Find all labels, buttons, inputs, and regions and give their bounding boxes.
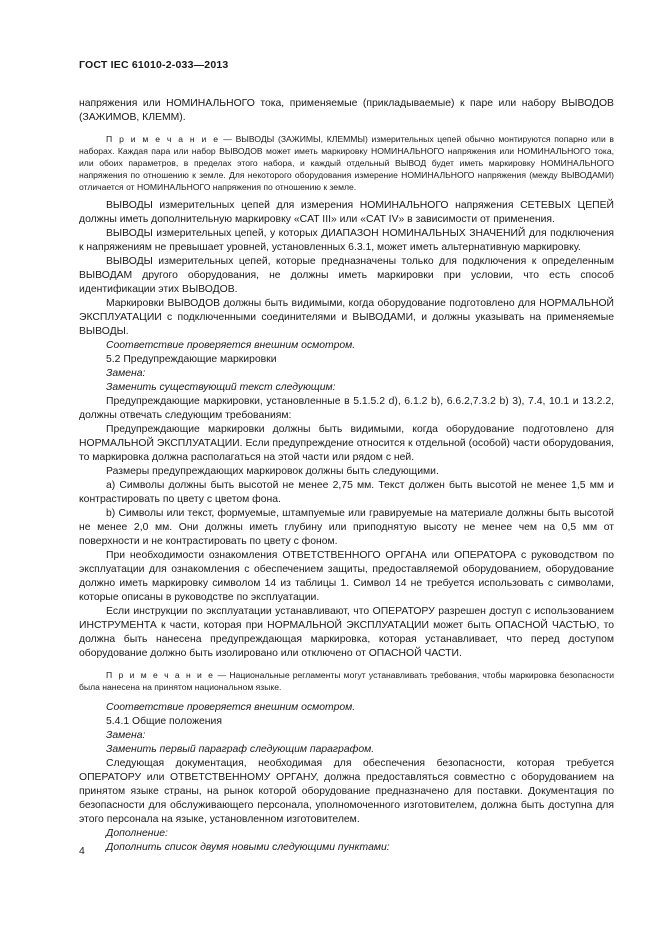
amendment-instruction: Заменить первый параграф следующим параграфом. <box>106 744 375 755</box>
note <box>79 133 614 193</box>
note-text: — ВЫВОДЫ (ЗАЖИМЫ, КЛЕММЫ) измерительных цепей обычно монтируются попарно или в наборах. Каждая пара или набор ВЫВОДОВ может иметь маркировку НОМИНАЛЬНОГО напряжения или НОМИНАЛЬНОГО тока, или обоих параметров, в пределах этого набора, и каждый отдельный ВЫВОД будет иметь маркировку НОМИНАЛЬНОГО напряжения по отношению к земле. Для некоторого оборудования измерение НОМИНАЛЬНОГО напряжения (между ВЫВОДАМИ) отличается от НОМИНАЛЬНОГО напряжения по отношению к земле. <box>79 134 614 192</box>
paragraph: Если инструкции по эксплуатации устанавливают, что ОПЕРАТОРУ разрешен доступ с использованием ИНСТРУМЕНТА к части, которая при НОРМАЛЬНОЙ ЭКСПЛУАТАЦИИ может быть ОПАСНОЙ ЧАСТЬЮ, то должна быть нанесена предупреждающая маркировка, которая устанавливает, что перед доступом оборудование должно быть изолировано или отключено от ОПАСНОЙ ЧАСТИ. <box>79 606 614 659</box>
amendment-label: Замена: <box>106 730 146 741</box>
page-number: 4 <box>79 846 85 857</box>
note-label: П р и м е ч а н и е <box>106 134 220 144</box>
paragraph: ВЫВОДЫ измерительных цепей, которые предназначены только для подключения к определенным ВЫВОДАМ другого оборудования, не должны иметь маркировки при условии, что есть способ идентификации этих ВЫВОДОВ. <box>79 256 614 295</box>
amendment-label: Дополнение: <box>106 828 168 839</box>
list-item: b) Символы или текст, формуемые, штампуемые или гравируемые на материале должны быть высотой не менее 2,0 мм. Они должны иметь глубину или приподнятую высоту не менее чем на 0,5 мм от поверхности и не контрастировать по цвету с фоном. <box>79 508 614 547</box>
paragraph: напряжения или НОМИНАЛЬНОГО тока, применяемые (прикладываемые) к паре или набору ВЫВОДОВ (ЗАЖИМОВ, КЛЕММ). <box>79 98 614 123</box>
amendment-label: Замена: <box>106 368 146 379</box>
list-item: a) Символы должны быть высотой не менее 2,75 мм. Текст должен быть высотой не менее 1,5 мм и контрастировать по цвету с цветом фона. <box>79 480 614 505</box>
document-header: ГОСТ IEC 61010-2-033—2013 <box>79 59 229 71</box>
note <box>79 669 614 693</box>
paragraph: Маркировки ВЫВОДОВ должны быть видимыми, когда оборудование подготовлено для НОРМАЛЬНОЙ ЭКСПЛУАТАЦИИ с подключенными соединителями и ВЫВОДАМИ, и должны указывать на применяемые ВЫВОДЫ. <box>79 298 614 337</box>
paragraph: При необходимости ознакомления ОТВЕТСТВЕННОГО ОРГАНА или ОПЕРАТОРА с руководством по эксплуатации для ознакомления с обеспечением защиты, предоставляемой оборудованием, оборудование должно иметь маркировку символом 14 из таблицы 1. Символ 14 не требуется использовать с символами, которые описаны в руководстве по эксплуатации. <box>79 550 614 603</box>
amendment-instruction: Заменить существующий текст следующим: <box>106 382 336 393</box>
section-heading: 5.2 Предупреждающие маркировки <box>106 354 277 365</box>
paragraph: ВЫВОДЫ измерительных цепей, у которых ДИАПАЗОН НОМИНАЛЬНЫХ ЗНАЧЕНИЙ для подключения к напряжениям не превышает уровней, установленных 6.3.1, может иметь альтернативную маркировку. <box>79 228 614 253</box>
note-text: — Национальные регламенты могут устанавливать требования, чтобы маркировка безопасности была нанесена на принятом национальном языке. <box>79 670 614 692</box>
amendment-instruction: Дополнить список двумя новыми следующими пунктами: <box>106 842 390 853</box>
paragraph: Размеры предупреждающих маркировок должны быть следующими. <box>106 466 439 477</box>
compliance-check: Соответствие проверяется внешним осмотром. <box>106 340 356 351</box>
note-label: П р и м е ч а н и е <box>106 670 215 680</box>
section-heading: 5.4.1 Общие положения <box>106 716 222 727</box>
compliance-check: Соответствие проверяется внешним осмотром. <box>106 702 356 713</box>
paragraph: Предупреждающие маркировки, установленные в 5.1.5.2 d), 6.1.2 b), 6.6.2,7.3.2 b) 3), 7.4, 10.1 и 13.2.2, должны отвечать следующим требованиям: <box>79 396 614 421</box>
document-body <box>79 97 614 855</box>
paragraph: Предупреждающие маркировки должны быть видимыми, когда оборудование подготовлено для НОРМАЛЬНОЙ ЭКСПЛУАТАЦИИ. Если предупреждение относится к отдельной (особой) части оборудования, то маркировка должна располагаться на этой части или рядом с ней. <box>79 424 614 463</box>
paragraph: Следующая документация, необходимая для обеспечения безопасности, которая требуется ОПЕРАТОРУ или ОТВЕТСТВЕННОМУ ОРГАНУ, должна предоставляться совместно с оборудованием на принятом языке страны, на рынок которой оборудование предназначено для поставки. Документация по безопасности для обслуживающего персонала, уполномоченного изготовителем, должна быть доступна для этого персонала на языке, установленном изготовителем. <box>79 758 614 825</box>
paragraph: ВЫВОДЫ измерительных цепей для измерения НОМИНАЛЬНОГО напряжения СЕТЕВЫХ ЦЕПЕЙ должны иметь дополнительную маркировку «CAT III» или «CAT IV» в зависимости от применения. <box>79 200 614 225</box>
